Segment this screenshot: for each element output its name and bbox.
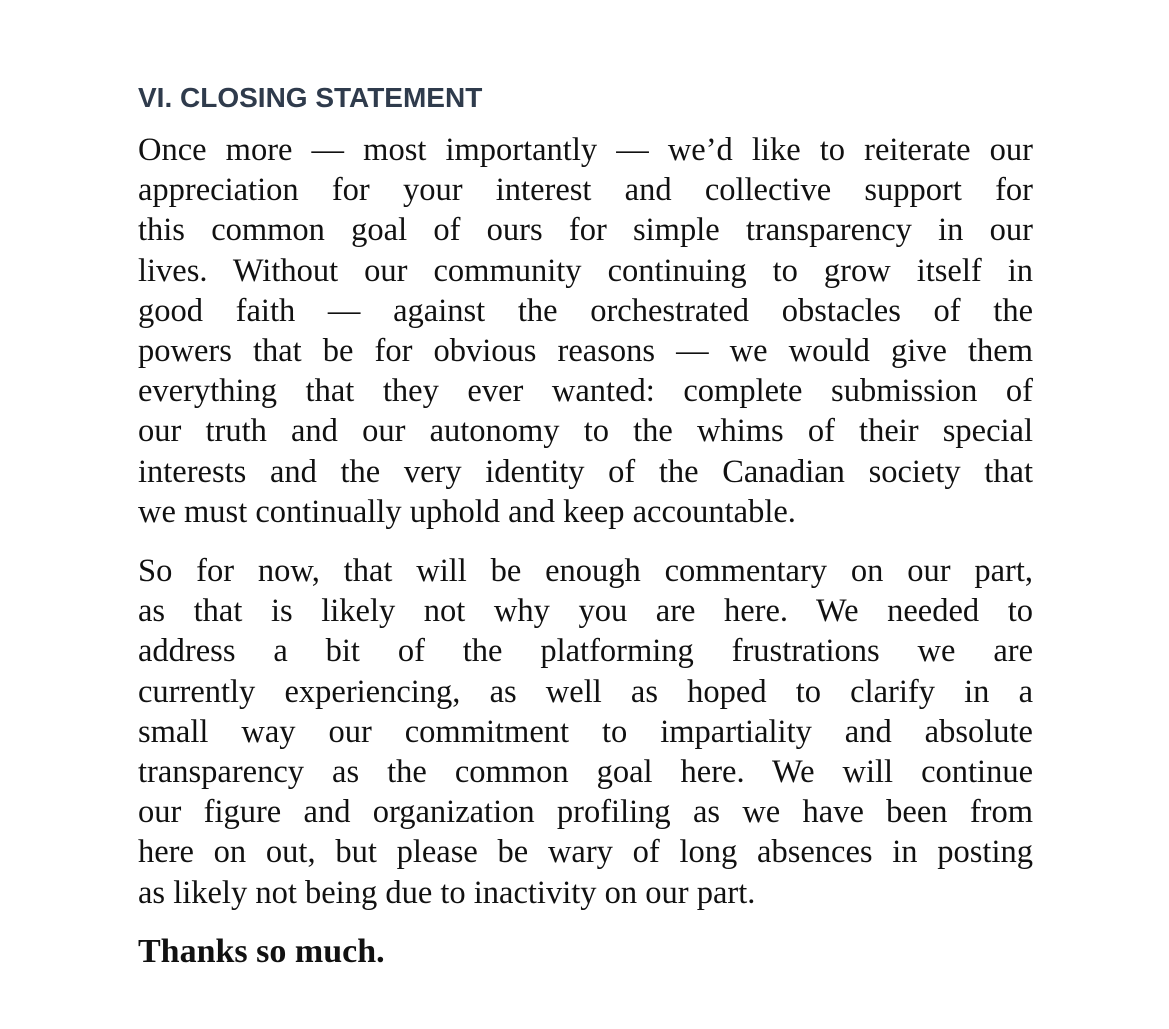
paragraph-line: small way our commitment to impartiality and absolute [138,713,1033,750]
paragraph-line: Once more — most importantly — we’d like to reiterate our [138,132,1033,168]
closing-paragraph-2 [138,551,1033,913]
paragraph-line: address a bit of the platforming frustrations we are [138,633,1033,670]
paragraph-line: as likely not being due to inactivity on our part. [138,874,756,911]
paragraph-line: So for now, that will be enough commentary on our part, [138,553,1033,590]
closing-paragraph-1 [138,130,1033,532]
paragraph-line: our truth and our autonomy to the whims of their special [138,413,1033,450]
section-heading: VI. CLOSING STATEMENT [138,82,483,113]
paragraph-line: lives. Without our community continuing to grow itself in [138,252,1033,289]
paragraph-line: everything that they ever wanted: complete submission of [138,373,1033,410]
paragraph-line: here on out, but please be wary of long absences in posting [138,834,1033,871]
paragraph-line: our figure and organization profiling as we have been from [138,794,1033,831]
paragraph-line: powers that be for obvious reasons — we would give them [138,333,1033,370]
paragraph-line: good faith — against the orchestrated obstacles of the [138,292,1033,329]
paragraph-line: appreciation for your interest and collective support for [138,172,1033,209]
document-page [138,80,1033,972]
paragraph-line: interests and the very identity of the Canadian society that [138,453,1033,490]
paragraph-line: this common goal of ours for simple transparency in our [138,212,1033,249]
paragraph-line: we must continually uphold and keep accountable. [138,493,796,530]
paragraph-line: transparency as the common goal here. We will continue [138,754,1033,791]
paragraph-line: currently experiencing, as well as hoped to clarify in a [138,673,1033,710]
signoff: Thanks so much. [138,932,385,970]
paragraph-line: as that is likely not why you are here. We needed to [138,593,1033,630]
